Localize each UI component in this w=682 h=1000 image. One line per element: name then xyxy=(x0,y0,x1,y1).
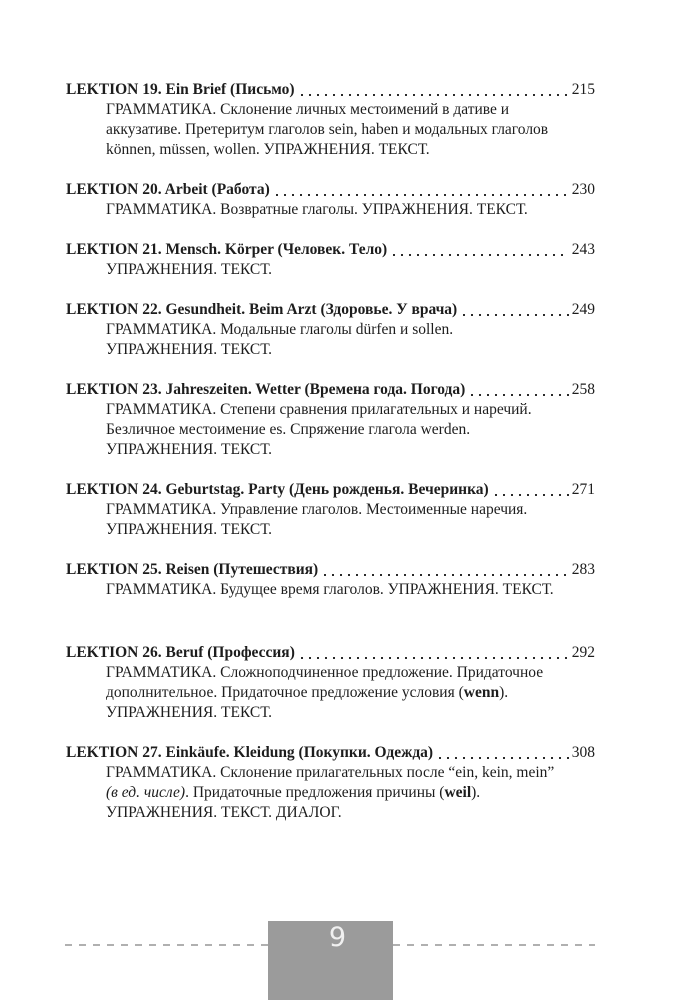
toc-entry-title: LEKTION 27. Einkäufe. Kleidung (Покупки. Одежда) xyxy=(66,744,434,761)
dot-leader xyxy=(393,254,569,256)
toc-entry-title-row xyxy=(66,560,595,580)
description-segment: ГРАММАТИКА. Склонение личных местоимений в дативе и аккузативе. Претеритум глаголов sein, haben и модальных глаголов können, müssen, wollen. УПРАЖНЕНИЯ. ТЕКСТ. xyxy=(106,101,549,158)
description-segment: ). УПРАЖНЕНИЯ. ТЕКСТ. xyxy=(106,684,509,721)
toc-entry xyxy=(66,560,595,600)
toc-entry-page-number: 258 xyxy=(571,381,595,398)
toc-entry-description xyxy=(106,200,563,220)
description-segment: ГРАММАТИКА. Склонение прилагательных после “ein, kein, mein” xyxy=(106,764,555,781)
description-segment: (в ед. числе) xyxy=(106,784,186,801)
toc-entry-title-row xyxy=(66,300,595,320)
toc-entry-title: LEKTION 21. Mensch. Körper (Человек. Тело) xyxy=(66,241,388,258)
toc-entry-description xyxy=(106,400,563,460)
toc-entry xyxy=(66,643,595,723)
toc-entry-title: LEKTION 24. Geburtstag. Party (День рожденья. Вечеринка) xyxy=(66,481,489,498)
toc-entry-title-row xyxy=(66,180,595,200)
description-segment: УПРАЖНЕНИЯ. ТЕКСТ. xyxy=(106,261,273,278)
footer-page-number: 9 xyxy=(328,922,347,953)
toc-entry-title-row xyxy=(66,743,595,763)
toc-entry xyxy=(66,180,595,220)
toc-entry-description xyxy=(106,320,563,360)
description-segment: ). УПРАЖНЕНИЯ. ТЕКСТ. ДИАЛОГ. xyxy=(106,784,481,821)
toc-entry-title: LEKTION 25. Reisen (Путешествия) xyxy=(66,561,319,578)
dot-leader xyxy=(301,94,569,96)
footer-dashed-line-right xyxy=(393,944,595,946)
dot-leader xyxy=(324,574,569,576)
toc-entry-title: LEKTION 22. Gesundheit. Beim Arzt (Здоровье. У врача) xyxy=(66,301,458,318)
dot-leader xyxy=(439,757,569,759)
description-segment: ГРАММАТИКА. Степени сравнения прилагательных и наречий. Безличное местоимение es. Спряжение глагола werden. УПРАЖНЕНИЯ. ТЕКСТ. xyxy=(106,401,532,458)
toc-entry xyxy=(66,743,595,823)
toc-entry xyxy=(66,240,595,280)
footer-page-number-box xyxy=(268,921,393,1000)
dot-leader xyxy=(463,314,569,316)
toc-entry-page-number: 249 xyxy=(571,301,595,318)
toc-entry-title-row xyxy=(66,480,595,500)
footer-dashed-line-left xyxy=(65,944,268,946)
toc-entry-page-number: 308 xyxy=(571,744,595,761)
toc-entry xyxy=(66,380,595,460)
description-segment: ГРАММАТИКА. Будущее время глаголов. УПРАЖНЕНИЯ. ТЕКСТ. xyxy=(106,581,554,598)
toc-entry xyxy=(66,480,595,540)
toc-entry-page-number: 243 xyxy=(571,241,595,258)
toc-entry-title-row xyxy=(66,643,595,663)
toc-entry-page-number: 283 xyxy=(571,561,595,578)
toc-entry-title-row xyxy=(66,380,595,400)
description-segment: ГРАММАТИКА. Управление глаголов. Местоименные наречия. УПРАЖНЕНИЯ. ТЕКСТ. xyxy=(106,501,528,538)
toc-entry-title: LEKTION 26. Beruf (Профессия) xyxy=(66,644,295,661)
toc-entry-page-number: 271 xyxy=(571,481,595,498)
dot-leader xyxy=(276,194,569,196)
description-segment: weil xyxy=(444,784,472,801)
toc-entry-description xyxy=(106,260,563,280)
dot-leader xyxy=(301,657,569,659)
toc-entry xyxy=(66,300,595,360)
toc-entry-page-number: 215 xyxy=(571,81,595,98)
description-segment: ГРАММАТИКА. Сложноподчиненное предложение. Придаточное дополнительное. Придаточное предложение условия ( xyxy=(106,664,544,701)
dot-leader xyxy=(471,394,568,396)
table-of-contents xyxy=(66,80,595,843)
toc-entry-page-number: 230 xyxy=(571,181,595,198)
description-segment: . Придаточные предложения причины ( xyxy=(185,784,445,801)
description-segment: wenn xyxy=(463,684,500,701)
toc-entry-title: LEKTION 23. Jahreszeiten. Wetter (Времена года. Погода) xyxy=(66,381,466,398)
toc-entry-title: LEKTION 20. Arbeit (Работа) xyxy=(66,181,270,198)
toc-entry-page-number: 292 xyxy=(571,644,595,661)
toc-entry-title: LEKTION 19. Ein Brief (Письмо) xyxy=(66,81,295,98)
toc-entry-description xyxy=(106,500,563,540)
toc-entry-description xyxy=(106,763,563,823)
toc-entry-description xyxy=(106,580,563,600)
dot-leader xyxy=(495,494,569,496)
toc-entry-description xyxy=(106,100,563,160)
description-segment: ГРАММАТИКА. Модальные глаголы dürfen и sollen. УПРАЖНЕНИЯ. ТЕКСТ. xyxy=(106,321,454,358)
toc-entry-description xyxy=(106,663,563,723)
toc-entry xyxy=(66,80,595,160)
toc-entry-title-row xyxy=(66,80,595,100)
toc-entry-title-row xyxy=(66,240,595,260)
description-segment: ГРАММАТИКА. Возвратные глаголы. УПРАЖНЕНИЯ. ТЕКСТ. xyxy=(106,201,528,218)
